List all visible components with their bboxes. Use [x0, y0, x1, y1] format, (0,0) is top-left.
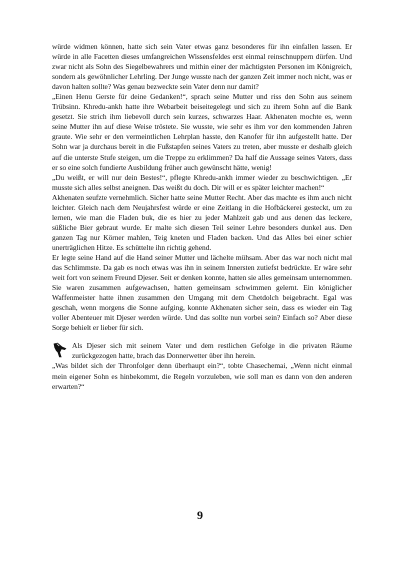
section-2-paragraph-2: „Was bildet sich der Thronfolger denn überhaupt ein?“, tobte Chasechemai, „Wenn nicht einmal mein eigener Sohn es hinbekommt, die Regeln vorzuleben, wie soll man es dann von den anderen erwarten?“	[52, 361, 352, 391]
hieroglyph-ornament-icon	[52, 341, 68, 359]
page-number: 9	[197, 508, 203, 522]
section-2-paragraph-1	[52, 341, 352, 361]
paragraph-4: Akhenaten seufzte vernehmlich. Sicher hatte seine Mutter Recht. Aber das machte es ihm auch nicht leichter. Gleich nach dem Neujahrsfest würde er eine Zeitlang in die Hofbäckerei gesteckt, um zu lernen, wie man die Fladen buk, die es hier zu jeder Mahlzeit gab und aus denen das leckere, süßliche Bier gebraut wurde. Er malte sich diesen Teil seiner Lehre besonders dunkel aus. Den ganzen Tag nur Körner mahlen, Teig kneten und Fladen backen. Und das Alles bei einer schier unerträglichen Hitze. Es schüttelte ihn richtig gehend.	[52, 192, 352, 252]
paragraph-2: „Einen Henu Gerste für deine Gedanken!“, sprach seine Mutter und riss den Sohn aus seinem Trübsinn. Khredu-ankh hatte ihre Webarbeit beiseitegelegt und sich zu ihrem Sohn auf die Bank gesetzt. Sie strich ihm liebevoll durch sein kurzes, schwarzes Haar. Akhenaten mochte es, wenn seine Mutter ihn auf diese Weise tröstete. Sie wusste, wie sehr es ihm vor den kommenden Jahren graute. Wie sehr er den vermeintlichen Lehrplan hasste, den Kanofer für ihn aufgestellt hatte. Der Sohn war ja durchaus bereit in die Fußstapfen seines Vaters zu treten, aber musste er deshalb gleich auf die unterste Stufe steigen, um die Treppe zu erklimmen? Da half die Aussage seines Vaters, dass er so eine solch fundierte Ausbildung früher auch gewünscht hätte, wenig!	[52, 92, 352, 172]
paragraph-5: Er legte seine Hand auf die Hand seiner Mutter und lächelte mühsam. Aber das war noch nicht mal das Schlimmste. Da gab es noch etwas was ihn in seinem Innersten zutiefst bedrückte. Er wäre sehr weit fort von seinem Freund Djeser. Seit er denken konnte, hatten sie alles gemeinsam unternommen. Sie waren zusammen aufgewachsen, hatten gemeinsam schwimmen gelernt. Ein königlicher Waffenmeister hatte ihnen zusammen den Umgang mit dem Chetdolch beigebracht. Egal was geschah, wenn morgens die Sonne aufging, konnte Akhenaten sicher sein, dass es wieder ein Tag voller Abenteuer mit Djeser werden würde. Und das sollte nun vorbei sein? Einfach so? Aber diese Sorge behielt er lieber für sich.	[52, 252, 352, 333]
section-2-text-1: Als Djeser sich mit seinem Vater und dem restlichen Gefolge in die privaten Räume zurückgezogen hatte, brach das Donnerwetter über ihn herein.	[72, 341, 352, 361]
paragraph-1: würde widmen können, hatte sich sein Vater etwas ganz besonderes für ihn einfallen lassen. Er würde in alle Facetten dieses umfangreichen Wissensfeldes erst einmal reinschnuppern dürfen. Und zwar nicht als Sohn des Siegelbewahrers und mithin einer der mächtigsten Personen im Königreich, sondern als gewöhnlicher Lehrling. Der Junge wusste nach der ganzen Zeit immer noch nicht, was er davon halten sollte? Was genau bezweckte sein Vater denn nur damit?	[52, 42, 352, 92]
paragraph-3: „Du weißt, er will nur dein Bestes!“, pflegte Khredu-ankh immer wieder zu beschwichtigen. „Er musste sich alles selbst aneignen. Das weißt du doch. Dir will er es später leichter machen!“	[52, 172, 352, 192]
page-body	[52, 42, 352, 392]
